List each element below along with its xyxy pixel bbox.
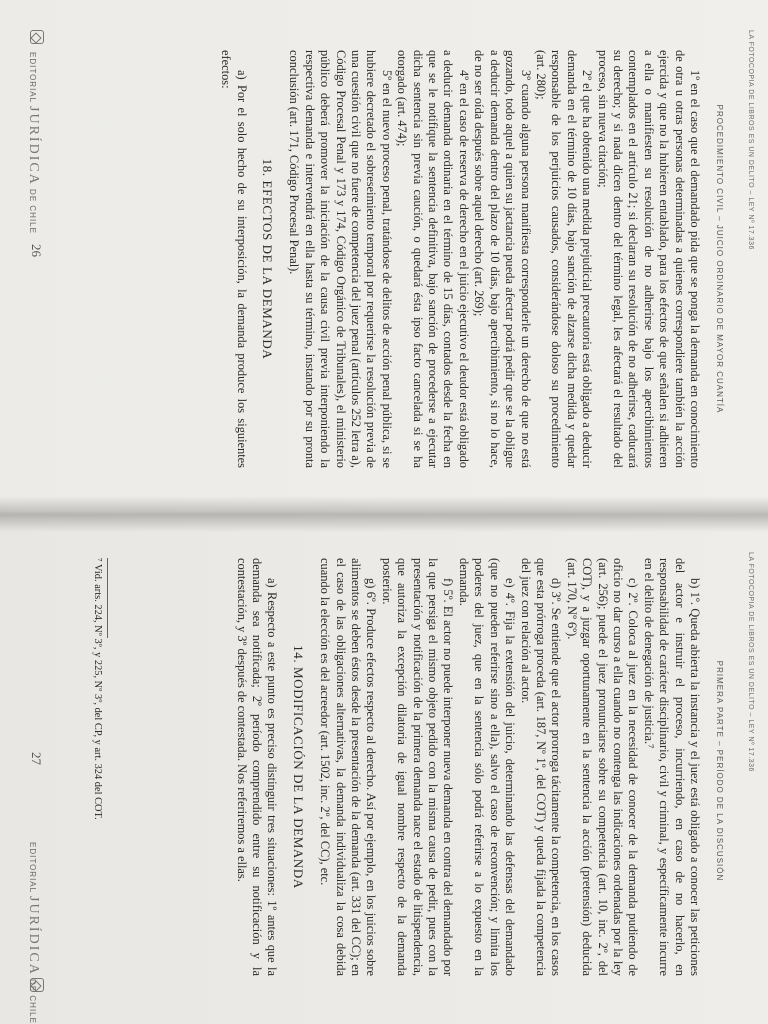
right-section-heading: 14. MODIFICACIÓN DE LA DEMANDA: [290, 645, 306, 889]
right-page: [0, 512, 768, 1024]
left-page-number: 26: [29, 244, 44, 257]
right-paragraph: e) 4º. Fija la extensión del juicio, determinando las defensas del demandado (que no pueden referirse sino a ella), salvo el caso de reconvención; y limita los poderes del juez, que en la sentencia sólo podrá referirse a lo expuesto en la demanda.: [456, 558, 518, 976]
right-closing-paragraph: a) Respecto a este punto es preciso distinguir tres situaciones: 1º antes que la demanda sea notificada; 2º período comprendido entre su notificación y la contestación, y 3º después de contestada. Nos referiremos a ellas.: [234, 558, 280, 976]
right-footer: [24, 542, 46, 1024]
left-running-head: PROCEDIMIENTO CIVIL – JUICIO ORDINARIO DE MAYOR CUANTÍA: [715, 104, 724, 414]
left-copyright-notice: LA FOTOCOPIA DE LIBROS ES UN DELITO – LEY Nº 17.336: [747, 30, 754, 250]
left-section-heading: 18. EFECTOS DE LA DEMANDA: [260, 158, 276, 360]
right-publisher-name: EDITORIAL JURÍDICA DE CHILE: [26, 842, 41, 1024]
left-paragraph: 5º en el nuevo proceso penal, tratándose de delitos de acción penal pública, si se hubiere decretado el sobreseimiento temporal por requerirse la resolución previa de una cuestión civil que no fuere de competencia del juez penal (artículos 252 letra a), Código Procesal Penal y 173 y 174, Código Orgánico de Tribunales), el ministerio público deberá promover la iniciación de la causa civil previa interponiendo la respectiva demanda e intervendrá en ella hasta su término, instando por su pronta conclusión (art. 171, Código Procesal Penal).: [287, 50, 394, 468]
right-running-head: PRIMERA PARTE – PERÍODO DE LA DISCUSIÓN: [715, 660, 724, 882]
right-paragraph: b) 1º. Queda abierta la instancia y el juez está obligado a conocer las peticiones del actor e instruir el proceso, incurriendo, en caso de no hacerlo, en responsabilidad de carácter disciplinario, civil y criminal, y específicamente incurre en el delito de denegación de justicia.⁷: [641, 558, 702, 976]
left-body-text: [218, 50, 702, 468]
publisher-logo-icon: [30, 30, 44, 44]
footnote-rule: [107, 558, 108, 638]
right-paragraph: c) 2º. Coloca al juez en la necesidad de conocer de la demanda pudiendo de oficio no dar curso a ella cuando no contenga las indicaciones ordenadas por la ley (art. 256); puede el juez pronunciarse sobre su competencia (art. 10, inc. 2º, del COT), y a juzgar oportunamente en la sentencia la acción (pretensión) deducida (art. 170, Nº 6º).: [564, 558, 641, 976]
right-paragraph: f) 5º. El actor no puede interponer nueva demanda en contra del demandado por la que persiga el mismo objeto pedido con la misma causa de pedir, pues con la presentación y notificación de la primera demanda nace el estado de litispendencia, que autoriza la excepción dilatoria de igual nombre respecto de la demanda posterior.: [379, 558, 456, 976]
right-page-number: 27: [29, 752, 44, 765]
left-footer: [24, 30, 46, 482]
publisher-logo-icon: [30, 978, 44, 992]
right-footnotes: [91, 558, 108, 976]
left-paragraph: 3º cuando alguna persona manifiesta corresponderle un derecho de que no está gozando, todo aquel a quien su jactancia pueda afectar podrá pedir que se la obligue a deducir demanda dentro del plazo de 10 días, bajo apercibimiento, si no lo hace, de no ser oída después sobre aquel derecho (art. 269);: [472, 50, 533, 468]
left-paragraph: 2º el que ha obtenido una medida prejudicial precautoria está obligado a deducir demanda en el término de 10 días, bajo sanción de alzarse dicha medida y quedar responsable de los perjuicios causados, considerándose doloso su procedimiento (art. 280);: [533, 50, 595, 468]
left-publisher-name: EDITORIAL JURÍDICA DE CHILE: [26, 52, 41, 234]
right-paragraph: g) 6º. Produce efectos respecto al derecho. Así por ejemplo, en los juicios sobre alimentos se deben éstos desde la presentación de la demanda (art. 331 del CC); en el caso de las obligaciones alternativas, la demanda individualiza la cosa debida cuando la elección es del acreedor (art. 1502, inc. 2º, del CC), etc.: [318, 558, 379, 976]
right-paragraph: d) 3º. Se entiende que el actor prorroga tácitamente la competencia, en los casos que esta prórroga proceda (art. 187, Nº 1º, del COT) y queda fijada la competencia del juez con relación al actor.: [518, 558, 564, 976]
left-paragraph: 1º en el caso que el demandado pida que se ponga la demanda en conocimiento de otra u otras personas determinadas a quienes correspondiere también la acción ejercida y que no la hubieren entablado, para los efectos de que señalen si adhieren a ella o manifiesten su resolución de no adherirse bajo los apercibimientos contemplados en el artículo 21; si declaran su resolución de no adherirse, caducará su derecho; y si nada dicen dentro del término legal, les afectará el resultado del proceso, sin nueva citación;: [595, 50, 702, 468]
left-paragraph: 4º en el caso de reserva de derecho en el juicio ejecutivo el deudor está obligado a deducir demanda ordinaria en el término de 15 días, contados desde la fecha en que se le notifique la sentencia definitiva, bajo sanción de procederse a ejecutar dicha sentencia sin previa caución, o quedará ésta ipso facto cancelada si se ha otorgado (art. 474);: [395, 50, 471, 468]
left-closing-paragraph: a) Por el solo hecho de su interposición, la demanda produce los siguientes efectos:: [219, 50, 249, 468]
footnote: ⁷ Vid. arts. 224, Nº 3º, y 225, Nº 3º, del CP, y art. 324 del COT.: [92, 558, 103, 820]
right-copyright-notice: LA FOTOCOPIA DE LIBROS ES UN DELITO – LEY Nº 17.336: [747, 552, 754, 772]
book-gutter-shadow: [0, 496, 768, 532]
right-body-text: [233, 558, 702, 976]
